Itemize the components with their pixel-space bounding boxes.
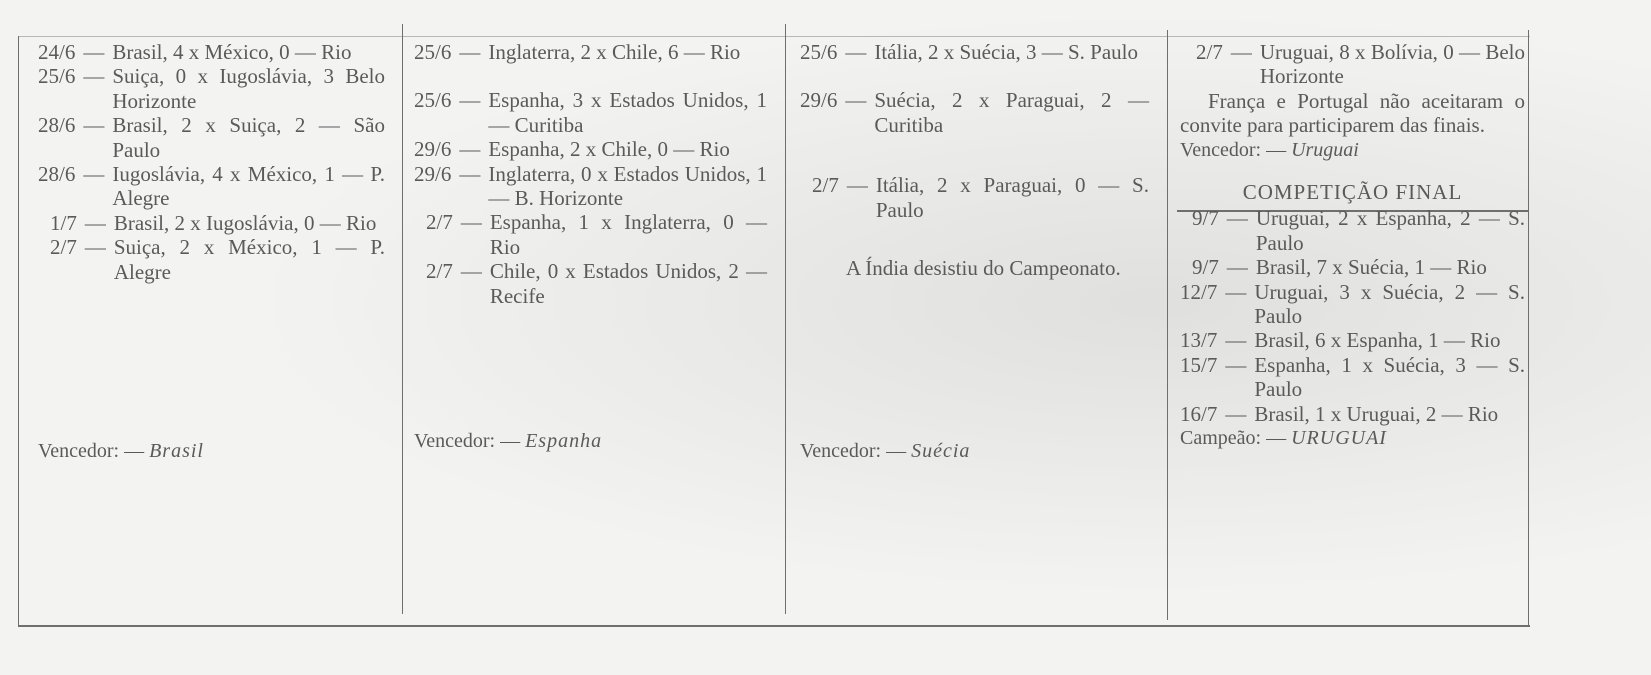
final-match-entry <box>1180 206 1525 255</box>
match-date: 29/6 <box>414 161 452 186</box>
match-date: 13/7 <box>1180 328 1218 353</box>
match-text: Brasil, 6 x Espanha, 1 — Rio <box>1254 328 1501 353</box>
match-text: Brasil, 1 x Uruguai, 2 — Rio <box>1254 401 1499 426</box>
dash: — <box>84 210 106 235</box>
match-entry <box>38 64 385 113</box>
champion-name: URUGUAI <box>1291 427 1387 450</box>
column-divider-2 <box>785 24 786 614</box>
match-entry <box>414 259 767 308</box>
dash: — <box>459 137 481 162</box>
dash: — <box>845 40 867 64</box>
match-date: 16/7 <box>1180 401 1218 426</box>
match-date: 2/7 <box>812 173 839 198</box>
final-match-entry <box>1180 328 1525 352</box>
match-text: Uruguai, 3 x Suécia, 2 — S. Paulo <box>1254 279 1525 329</box>
dash: — <box>1230 40 1252 64</box>
match-date: 9/7 <box>1192 255 1219 280</box>
left-border <box>18 36 19 626</box>
match-entry <box>414 40 767 64</box>
match-text: Inglaterra, 2 x Chile, 6 — Rio <box>488 40 741 64</box>
match-text: Espanha, 3 x Estados Unidos, 1 — Curitiba <box>488 88 767 137</box>
match-entry <box>414 210 767 259</box>
group4-note: França e Portugal não aceitaram o convite para participarem das finais. <box>1180 88 1525 138</box>
winner-name: Espanha <box>525 430 603 452</box>
final-match-entry <box>1180 280 1525 329</box>
final-match-entry <box>1180 255 1525 279</box>
dash: — <box>845 88 867 113</box>
group4-winner <box>1180 138 1525 162</box>
dash: — <box>846 173 868 198</box>
match-entry <box>38 162 385 211</box>
winner-name: Uruguai <box>1291 138 1359 161</box>
winner-label: Vencedor: — <box>38 440 145 462</box>
dash: — <box>459 40 481 64</box>
dash: — <box>83 64 105 89</box>
match-date: 2/7 <box>50 235 77 260</box>
match-date: 15/7 <box>1180 352 1218 377</box>
group2-winner <box>414 430 602 453</box>
match-entry <box>414 162 767 211</box>
dash: — <box>83 40 105 64</box>
dash: — <box>1225 279 1247 304</box>
final-match-entry <box>1180 353 1525 402</box>
final-match-entry <box>1180 402 1525 426</box>
match-date: 29/6 <box>800 88 838 113</box>
match-date: 25/6 <box>38 64 76 89</box>
top-border <box>18 36 1530 37</box>
match-text: Suiça, 0 x Iugoslávia, 3 Belo Horizonte <box>112 64 385 113</box>
match-date: 24/6 <box>38 40 76 64</box>
match-date: 25/6 <box>800 40 838 64</box>
match-date: 2/7 <box>426 210 453 235</box>
column-divider-3 <box>1167 30 1168 620</box>
dash: — <box>459 88 481 113</box>
dash: — <box>1225 328 1247 353</box>
match-text: Iugoslávia, 4 x México, 1 — P. Alegre <box>112 162 385 211</box>
match-text: Inglaterra, 0 x Estados Unidos, 1 — B. Horizonte <box>488 161 767 211</box>
match-date: 9/7 <box>1192 206 1219 231</box>
champion-line <box>1180 426 1525 450</box>
match-entry <box>38 235 385 284</box>
match-entry <box>38 40 385 64</box>
group2-column <box>414 40 767 308</box>
dash: — <box>1226 255 1248 280</box>
bottom-border <box>18 625 1530 627</box>
winner-name: Brasil <box>149 440 204 462</box>
dash: — <box>1225 401 1247 426</box>
match-text: Brasil, 2 x Suiça, 2 — São Paulo <box>112 113 385 162</box>
match-date: 28/6 <box>38 162 76 187</box>
winner-label: Vencedor: — <box>800 440 907 462</box>
match-text: Suécia, 2 x Paraguai, 2 — Curitiba <box>874 88 1149 137</box>
match-date: 2/7 <box>426 259 453 284</box>
dash: — <box>1226 206 1248 231</box>
match-date: 29/6 <box>414 137 452 162</box>
group3-column <box>800 40 1149 280</box>
right-border <box>1528 30 1529 626</box>
dash: — <box>460 210 482 235</box>
match-text: Espanha, 1 x Inglaterra, 0 — Rio <box>489 210 767 259</box>
match-date: 12/7 <box>1180 279 1218 304</box>
match-entry <box>800 40 1149 64</box>
column-divider-1 <box>402 24 403 614</box>
match-entry <box>800 173 1149 222</box>
match-text: Brasil, 2 x Iugoslávia, 0 — Rio <box>113 210 377 235</box>
dash: — <box>83 113 105 138</box>
match-text: Uruguai, 2 x Espanha, 2 — S. Paulo <box>1255 206 1525 255</box>
match-text: Suiça, 2 x México, 1 — P. Alegre <box>113 235 385 284</box>
match-entry <box>414 137 767 161</box>
match-entry <box>414 88 767 137</box>
group1-winner <box>38 440 204 463</box>
match-text: Espanha, 1 x Suécia, 3 — S. Paulo <box>1254 352 1525 402</box>
match-date: 2/7 <box>1196 40 1223 64</box>
dash: — <box>460 259 482 284</box>
dash: — <box>459 161 481 186</box>
match-entry <box>1180 40 1525 89</box>
match-date: 1/7 <box>50 210 77 235</box>
winner-label: Vencedor: — <box>414 430 521 452</box>
group4-column <box>1180 40 1525 451</box>
group3-winner <box>800 440 970 463</box>
match-entry <box>800 88 1149 137</box>
match-text: Brasil, 7 x Suécia, 1 — Rio <box>1255 255 1487 280</box>
group3-note: A Índia desistiu do Campeonato. <box>846 256 1121 281</box>
match-entry <box>38 113 385 162</box>
group1-column <box>38 40 385 284</box>
winner-name: Suécia <box>911 440 971 462</box>
dash: — <box>1225 352 1247 377</box>
dash: — <box>83 162 105 187</box>
champion-label: Campeão: — <box>1180 427 1287 450</box>
match-text: Itália, 2 x Paraguai, 0 — S. Paulo <box>875 173 1149 222</box>
dash: — <box>84 235 106 260</box>
match-entry <box>38 211 385 235</box>
match-date: 25/6 <box>414 40 452 64</box>
match-text: Espanha, 2 x Chile, 0 — Rio <box>488 137 730 162</box>
match-text: Chile, 0 x Estados Unidos, 2 — Recife <box>489 259 767 308</box>
match-date: 28/6 <box>38 113 76 138</box>
winner-label: Vencedor: — <box>1180 138 1287 161</box>
match-text: Uruguai, 8 x Bolívia, 0 — Belo Horizonte <box>1259 40 1525 89</box>
match-text: Brasil, 4 x México, 0 — Rio <box>112 40 352 64</box>
final-competition-title: COMPETIÇÃO FINAL <box>1242 180 1463 205</box>
match-text: Itália, 2 x Suécia, 3 — S. Paulo <box>874 40 1138 64</box>
match-date: 25/6 <box>414 88 452 113</box>
